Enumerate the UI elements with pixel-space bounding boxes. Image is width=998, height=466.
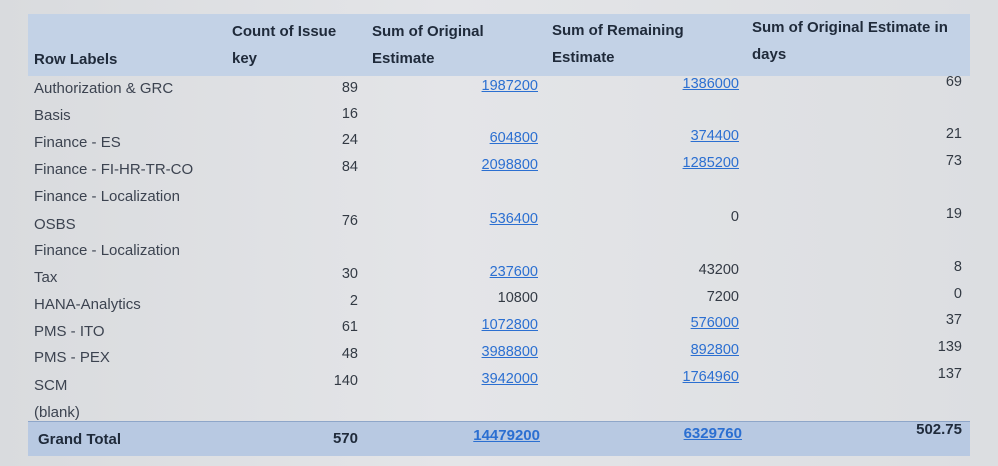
row-label[interactable]: Basis: [34, 107, 71, 124]
header-days-line1[interactable]: Sum of Original Estimate in: [752, 19, 948, 36]
original-estimate-link[interactable]: 536400: [489, 211, 538, 227]
days-cell[interactable]: 0: [953, 286, 962, 302]
remaining-estimate-link[interactable]: 892800: [690, 342, 739, 358]
header-remaining-line1[interactable]: Sum of Remaining: [552, 22, 684, 39]
remaining-estimate-link[interactable]: 1386000: [682, 76, 739, 92]
original-estimate-link[interactable]: 237600: [489, 264, 538, 280]
row-label[interactable]: HANA-Analytics: [34, 296, 141, 313]
count-cell[interactable]: 30: [341, 266, 358, 282]
original-estimate-cell[interactable]: 10800: [497, 290, 538, 306]
header-remaining-line2[interactable]: Estimate: [552, 49, 615, 66]
count-cell[interactable]: 16: [341, 106, 358, 122]
days-cell[interactable]: 19: [945, 206, 962, 222]
count-cell[interactable]: 84: [341, 159, 358, 175]
original-estimate-link[interactable]: 2098800: [481, 157, 538, 173]
days-cell[interactable]: 139: [937, 339, 962, 355]
header-count-line2[interactable]: key: [232, 50, 258, 67]
remaining-estimate-link[interactable]: 576000: [690, 315, 739, 331]
count-cell[interactable]: 140: [333, 373, 358, 389]
header-count-line1[interactable]: Count of Issue: [232, 23, 337, 40]
row-label[interactable]: SCM: [34, 377, 68, 394]
header-row-labels[interactable]: Row Labels: [34, 51, 118, 68]
count-cell[interactable]: 89: [341, 80, 358, 96]
header-days-line2[interactable]: days: [752, 46, 787, 63]
remaining-estimate-cell[interactable]: 43200: [698, 262, 739, 278]
row-label[interactable]: (blank): [34, 404, 80, 421]
row-label[interactable]: Authorization & GRC: [34, 80, 174, 97]
row-label[interactable]: Tax: [34, 269, 58, 286]
original-estimate-link[interactable]: 3942000: [481, 371, 538, 387]
days-cell[interactable]: 8: [953, 259, 962, 275]
row-label[interactable]: OSBS: [34, 216, 76, 233]
days-cell[interactable]: 69: [945, 74, 962, 90]
count-cell[interactable]: 76: [341, 213, 358, 229]
original-estimate-link[interactable]: 604800: [489, 130, 538, 146]
grand-total-label[interactable]: Grand Total: [38, 431, 122, 448]
grand-total-count[interactable]: 570: [332, 430, 358, 447]
row-label[interactable]: PMS - PEX: [34, 349, 110, 366]
days-cell[interactable]: 37: [945, 312, 962, 328]
row-label[interactable]: Finance - FI-HR-TR-CO: [34, 161, 194, 178]
remaining-estimate-link[interactable]: 1285200: [682, 155, 739, 171]
days-cell[interactable]: 137: [937, 366, 962, 382]
remaining-estimate-cell[interactable]: 0: [730, 209, 739, 225]
original-estimate-link[interactable]: 1987200: [481, 78, 538, 94]
remaining-estimate-link[interactable]: 374400: [690, 128, 739, 144]
header-original-line2[interactable]: Estimate: [372, 50, 435, 67]
row-label[interactable]: Finance - ES: [34, 134, 121, 151]
days-cell[interactable]: 21: [945, 126, 962, 142]
row-label[interactable]: Finance - Localization: [34, 188, 180, 205]
remaining-estimate-link[interactable]: 1764960: [682, 369, 739, 385]
remaining-estimate-cell[interactable]: 7200: [706, 289, 739, 305]
days-cell[interactable]: 73: [945, 153, 962, 169]
row-label[interactable]: Finance - Localization: [34, 242, 180, 259]
original-estimate-link[interactable]: 3988800: [481, 344, 538, 360]
grand-total-days[interactable]: 502.75: [916, 421, 962, 438]
count-cell[interactable]: 2: [349, 293, 358, 309]
count-cell[interactable]: 61: [341, 319, 358, 335]
count-cell[interactable]: 48: [341, 346, 358, 362]
grand-total-original-link[interactable]: 14479200: [473, 427, 540, 444]
header-original-line1[interactable]: Sum of Original: [372, 23, 484, 40]
grand-total-remaining-link[interactable]: 6329760: [683, 425, 742, 442]
row-label[interactable]: PMS - ITO: [34, 323, 105, 340]
original-estimate-link[interactable]: 1072800: [481, 317, 538, 333]
count-cell[interactable]: 24: [341, 132, 358, 148]
